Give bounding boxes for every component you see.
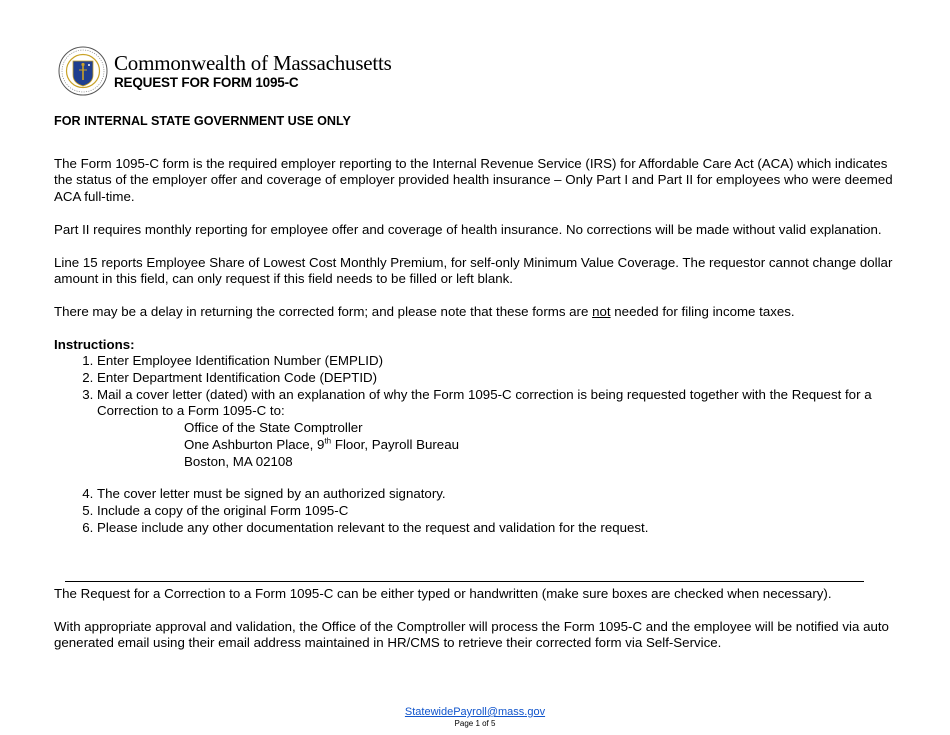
- address-line-3: Boston, MA 02108: [184, 453, 293, 469]
- closing-section: [54, 586, 894, 668]
- address-floor-suffix: th: [324, 436, 332, 446]
- page-footer: [0, 706, 950, 729]
- address-line-2-start: One Ashburton Place, 9: [184, 436, 325, 452]
- line-15-paragraph: Line 15 reports Employee Share of Lowest Cost Monthly Premium, for self-only Minimum Value Coverage. The requestor cannot change dollar amount in this field, can only request if this field needs to be filled or left blank.: [54, 254, 893, 287]
- massachusetts-seal-icon: [58, 46, 108, 96]
- delay-emphasis: not: [592, 303, 611, 319]
- address-line-2-end: Floor, Payroll Bureau: [331, 436, 459, 452]
- section-divider: [65, 581, 864, 582]
- internal-use-note: FOR INTERNAL STATE GOVERNMENT USE ONLY: [54, 114, 351, 128]
- address-line-1: Office of the State Comptroller: [184, 420, 363, 436]
- intro-paragraph: The Form 1095-C form is the required employer reporting to the Internal Revenue Service (IRS) for Affordable Care Act (ACA) which indicates the status of the employer offer and coverage of employer provided health insurance – Only Part I and Part II for employees who were deemed ACA full-time.: [54, 155, 893, 205]
- instruction-step-6: 6. Please include any other documentation relevant to the request and validation for the request.: [97, 520, 894, 537]
- delay-text-before: There may be a delay in returning the corrected form; and please note that these forms are: [54, 303, 593, 319]
- instruction-step-1: 1. Enter Employee Identification Number (EMPLID): [97, 353, 894, 370]
- organization-name: Commonwealth of Massachusetts: [114, 51, 392, 75]
- address-line-2: [184, 437, 894, 454]
- mailing-address: [97, 420, 894, 470]
- instruction-step-4: 4. The cover letter must be signed by an authorized signatory.: [97, 486, 894, 503]
- instruction-step-3: [97, 387, 894, 471]
- handwritten-note-paragraph: The Request for a Correction to a Form 1095-C can be either typed or handwritten (make sure boxes are checked when necessary).: [54, 586, 832, 601]
- payroll-email-link[interactable]: StatewidePayroll@mass.gov: [404, 706, 546, 718]
- instructions-heading: Instructions:: [54, 336, 135, 352]
- document-header: [58, 46, 392, 96]
- delay-paragraph: [54, 304, 894, 321]
- approval-paragraph: With appropriate approval and validation, the Office of the Comptroller will process the Form 1095-C and the employee will be notified via auto generated email using their email address maintained in HR/CMS to retrieve their corrected form via Self-Service.: [54, 618, 889, 651]
- instruction-step-5: 5. Include a copy of the original Form 1095-C: [97, 503, 894, 520]
- instruction-step-3-text: Mail a cover letter (dated) with an explanation of why the Form 1095-C correction is being requested together with the Request for a Correction to a Form 1095-C to:: [97, 386, 872, 419]
- delay-text-after: needed for filing income taxes.: [610, 303, 795, 319]
- instructions-list: [54, 353, 894, 536]
- form-title: REQUEST FOR FORM 1095-C: [114, 75, 299, 90]
- document-body: [54, 113, 894, 536]
- instruction-step-2: 2. Enter Department Identification Code (DEPTID): [97, 370, 894, 387]
- part-two-paragraph: Part II requires monthly reporting for employee offer and coverage of health insurance. No corrections will be made without valid explanation.: [54, 221, 882, 237]
- page-number: Page 1 of 5: [454, 719, 496, 728]
